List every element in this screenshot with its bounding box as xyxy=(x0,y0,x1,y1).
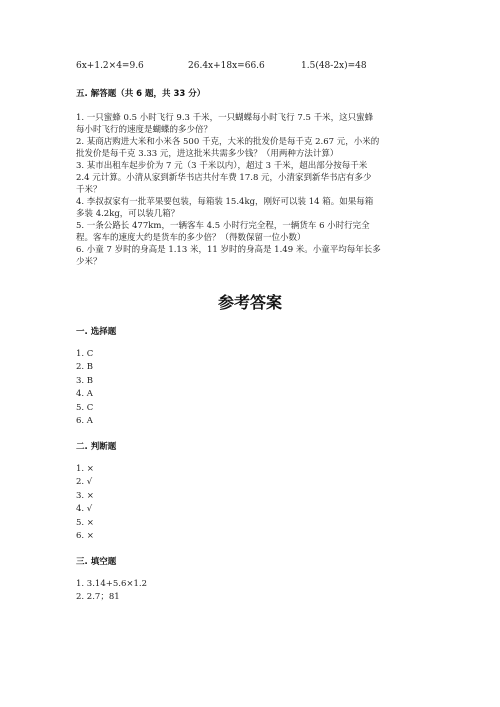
answer-item: 3. × xyxy=(76,490,94,501)
section5-problems xyxy=(76,112,426,268)
answer-item: 5. C xyxy=(76,402,94,413)
problem-line: 5. 一条公路长 477km，一辆客车 4.5 小时行完全程，一辆货车 6 小时行完全 xyxy=(76,221,370,231)
answer-item: 1. C xyxy=(76,349,94,359)
problem-line: 少米？ xyxy=(76,257,102,267)
answer-section-2-list xyxy=(76,463,94,543)
answer-item: 6. × xyxy=(76,531,94,542)
answer-item: 1. 3.14+5.6×1.2 xyxy=(76,579,148,589)
problem-line: 2.4 元计算。小清从家到新华书店共付车费 17.8 元，小清家到新华书店有多少 xyxy=(76,173,372,183)
problem-line: 程。客车的速度大约是货车的多少倍？（得数保留一位小数） xyxy=(76,233,306,243)
equation-1: 6x+1.2×4=9.6 xyxy=(76,61,144,71)
answer-item: 2. 2.7；81 xyxy=(76,592,120,603)
answer-item: 1. × xyxy=(76,464,94,474)
answers-title: 参考答案 xyxy=(217,293,282,312)
answer-item: 4. √ xyxy=(76,504,93,515)
equation-2: 26.4x+18x=66.6 xyxy=(188,61,265,71)
answer-section-1-list xyxy=(76,348,93,428)
problem-line: 1. 一只蜜蜂 0.5 小时飞行 9.3 千米，一只蝴蝶每小时飞行 7.5 千米，这只蜜蜂 xyxy=(76,113,374,123)
problem-line: 千米？ xyxy=(76,185,102,195)
problem-line: 2. 某商店购进大米和小米各 500 千克，大米的批发价是每千克 2.67 元，小米的 xyxy=(76,137,380,147)
answer-section-2-heading: 二. 判断题 xyxy=(76,442,117,452)
problem-line: 每小时飞行的速度是蝴蝶的多少倍？ xyxy=(76,125,213,135)
equation-row xyxy=(76,61,367,71)
section5-heading: 五. 解答题（共 6 题，共 33 分） xyxy=(76,89,206,99)
problem-line: 批发价是每千克 3.33 元，进这批米共需多少钱？（用两种方法计算） xyxy=(76,149,339,159)
problem-line: 6. 小童 7 岁时的身高是 1.13 米，11 岁时的身高是 1.49 米。小童平均每年长多 xyxy=(76,245,381,255)
answer-section-3-list xyxy=(76,578,147,605)
answer-item: 3. B xyxy=(76,375,94,386)
answer-section-3-heading: 三. 填空题 xyxy=(76,557,117,567)
answer-item: 2. √ xyxy=(76,477,93,488)
answer-item: 5. × xyxy=(76,517,94,528)
answer-item: 2. B xyxy=(76,362,94,373)
equation-3: 1.5(48-2x)=48 xyxy=(301,61,367,71)
problem-line: 3. 某市出租车起步价为 7 元（3 千米以内），超过 3 千米，超出部分按每千米 xyxy=(76,161,368,171)
answer-item: 4. A xyxy=(76,389,93,400)
answer-item: 6. A xyxy=(76,416,93,427)
problem-line: 4. 李叔叔家有一批苹果要包装，每箱装 15.4kg，刚好可以装 14 箱。如果每箱 xyxy=(76,197,374,207)
answer-section-1-heading: 一. 选择题 xyxy=(76,327,117,337)
problem-line: 多装 4.2kg，可以装几箱？ xyxy=(76,209,180,219)
